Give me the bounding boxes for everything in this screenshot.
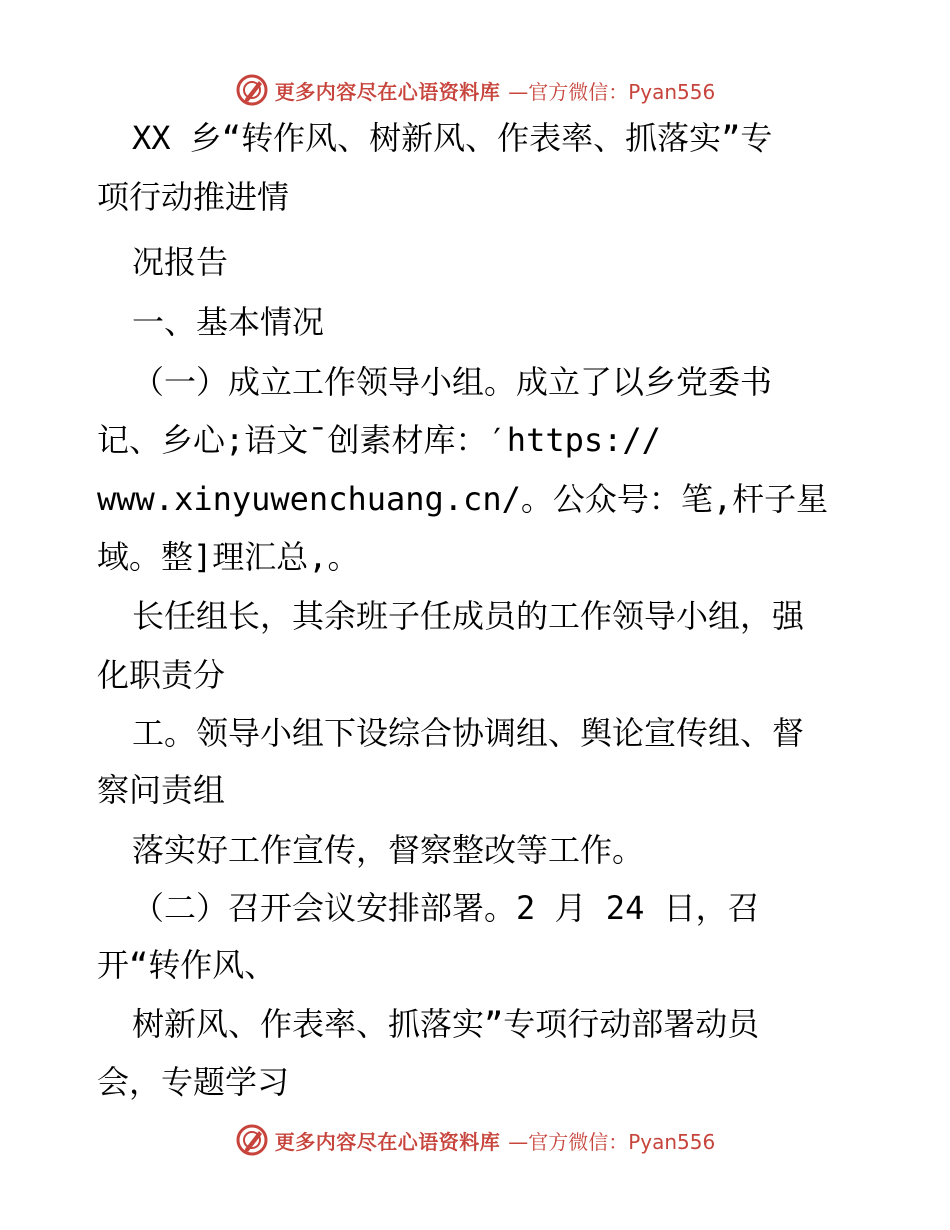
doc-line: 域。整]理汇总,。 (97, 538, 360, 576)
doc-line: 况报告 (132, 243, 229, 281)
doc-line: www.xinyuwenchuang.cn/。公众号：笔,杆子星 (97, 480, 829, 518)
header-banner-text: 更多内容尽在心语资料库 (274, 79, 501, 104)
footer-banner (0, 1120, 950, 1160)
doc-line: （二）召开会议安排部署。2 月 24 日，召 (132, 889, 760, 927)
doc-line: （一）成立工作领导小组。成立了以乡党委书 (132, 363, 773, 401)
doc-line: 化职责分 (97, 656, 226, 694)
doc-line: 长任组长，其余班子任成员的工作领导小组，强 (132, 597, 805, 635)
footer-banner-contact: —官方微信：Pyan556 (508, 1129, 716, 1154)
header-banner-contact: —官方微信：Pyan556 (508, 79, 716, 104)
doc-line: 会，专题学习 (97, 1063, 290, 1101)
doc-line: 开“转作风、 (97, 946, 277, 984)
header-banner (0, 70, 950, 110)
doc-line: 树新风、作表率、抓落实”专项行动部署动员 (132, 1005, 760, 1043)
doc-line: 项行动推进情 (97, 178, 290, 216)
pen-seal-icon (235, 1123, 269, 1157)
doc-line: XX 乡“转作风、树新风、作表率、抓落实”专 (132, 119, 773, 157)
doc-line: 记、乡心;语文¯创素材库：′https:// (97, 421, 661, 459)
doc-line: 一、基本情况 (132, 303, 325, 341)
doc-line: 察问责组 (97, 771, 226, 809)
pen-seal-icon (235, 73, 269, 107)
doc-line: 落实好工作宣传，督察整改等工作。 (132, 831, 645, 869)
footer-banner-text: 更多内容尽在心语资料库 (274, 1129, 501, 1154)
doc-line: 工。领导小组下设综合协调组、舆论宣传组、督 (132, 714, 805, 752)
